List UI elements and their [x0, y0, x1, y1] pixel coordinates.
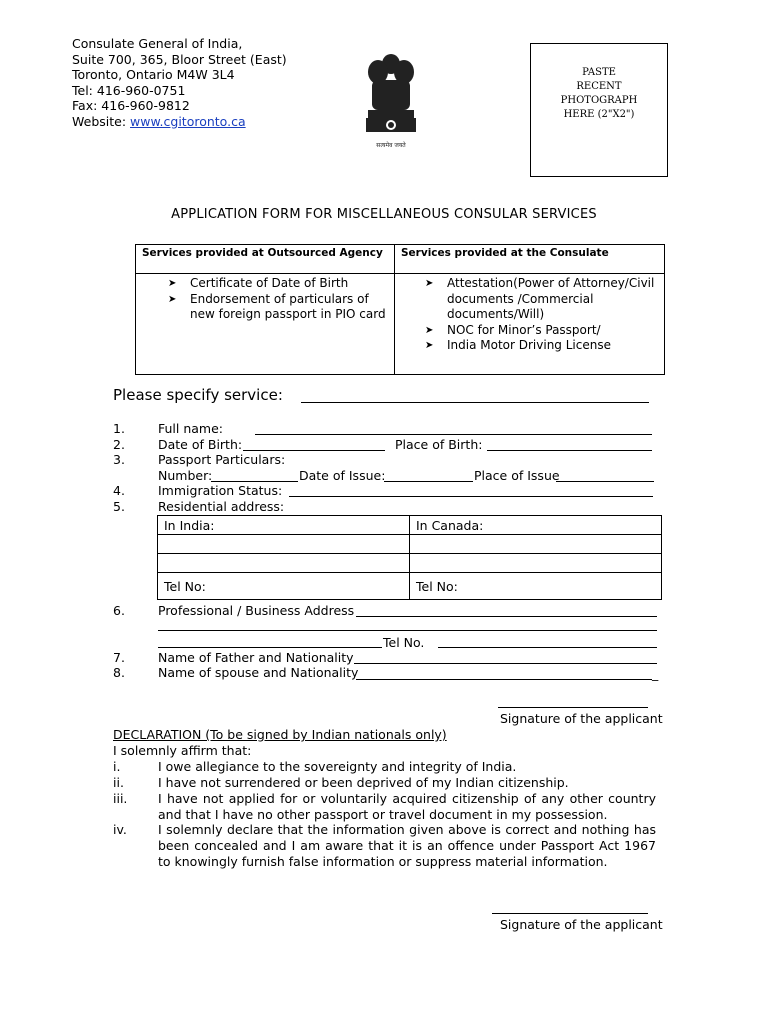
passport-label: Passport Particulars: [158, 452, 286, 467]
list-item: ➤ NOC for Minor’s Passport/ [447, 323, 660, 339]
dob-label: Date of Birth: [158, 437, 243, 452]
photo-box-text-1: PASTE [582, 67, 616, 78]
passport-number-label: Number: [158, 468, 213, 483]
list-item: ➤ Certificate of Date of Birth [190, 276, 390, 292]
item-number: 3. [113, 452, 125, 467]
business-address-field-3[interactable] [158, 647, 382, 648]
business-address-field-2[interactable] [158, 630, 657, 631]
item-number: 2. [113, 437, 125, 452]
services-table [135, 244, 665, 375]
tel-canada-cell[interactable]: Tel No: [410, 573, 662, 600]
address-cell[interactable] [410, 535, 662, 554]
declaration-number: iv. [113, 822, 127, 837]
declaration-number: iii. [113, 791, 128, 806]
emblem-of-india-icon [356, 50, 426, 150]
list-item: ➤ Attestation(Power of Attorney/Civil documents /Commercial documents/Will) [447, 276, 660, 323]
address-cell[interactable] [158, 554, 410, 573]
specify-service-field[interactable] [301, 402, 649, 403]
residential-address-table [157, 515, 662, 600]
address-line-2: Suite 700, 365, Bloor Street (East) [72, 51, 287, 67]
place-of-issue-field[interactable] [556, 481, 654, 482]
item-number: 8. [113, 665, 125, 680]
residential-label: Residential address: [158, 499, 285, 514]
date-of-issue-field[interactable] [384, 481, 473, 482]
list-item: ➤ Endorsement of particulars of new foreign passport in PIO card [190, 292, 390, 323]
address-cell[interactable] [410, 554, 662, 573]
photo-box-text-2: RECENT [576, 81, 622, 92]
tel-india-cell[interactable]: Tel No: [158, 573, 410, 600]
declaration-heading: DECLARATION (To be signed by Indian nationals only) [113, 727, 447, 742]
address-fax: Fax: 416-960-9812 [72, 98, 190, 113]
spouse-label: Name of spouse and Nationality [158, 665, 359, 680]
spouse-field-end: _ [652, 666, 659, 681]
father-label: Name of Father and Nationality [158, 650, 354, 665]
outsourced-services-cell [136, 274, 395, 375]
signature-line-1[interactable] [498, 707, 648, 708]
declaration-number: ii. [113, 775, 124, 790]
item-number: 5. [113, 499, 125, 514]
father-field[interactable] [354, 663, 657, 664]
place-of-issue-label: Place of Issue [474, 468, 560, 483]
item-number: 1. [113, 421, 125, 436]
item-number: 7. [113, 650, 125, 665]
address-tel: Tel: 416-960-0751 [72, 82, 186, 98]
passport-number-field[interactable] [211, 481, 298, 482]
address-website: Website: www.cgitoronto.ca [72, 113, 246, 129]
address-cell[interactable] [158, 535, 410, 554]
list-item: ➤ India Motor Driving License [447, 338, 660, 354]
item-number: 6. [113, 603, 125, 618]
pob-field[interactable] [487, 450, 652, 451]
business-address-label: Professional / Business Address [158, 603, 355, 618]
website-link[interactable]: www.cgitoronto.ca [130, 113, 246, 129]
item-number: 4. [113, 483, 125, 498]
immigration-field[interactable] [289, 496, 653, 497]
dob-field[interactable] [243, 450, 385, 451]
full-name-field[interactable] [255, 434, 652, 435]
declaration-item: I have not surrendered or been deprived of my Indian citizenship. [158, 775, 569, 790]
spouse-field[interactable] [356, 679, 652, 680]
in-canada-cell[interactable]: In Canada: [410, 516, 662, 535]
pob-label: Place of Birth: [395, 437, 483, 452]
full-name-label: Full name: [158, 421, 224, 436]
consulate-header: Services provided at the Consulate [395, 245, 665, 274]
immigration-label: Immigration Status: [158, 483, 283, 498]
outsourced-header: Services provided at Outsourced Agency [136, 245, 395, 274]
in-india-cell[interactable]: In India: [158, 516, 410, 535]
declaration-item: I solemnly declare that the information given above is correct and nothing has been concealed and I am aware that it is an offence under Passport Act 1967 to knowingly furnish false information or suppress material information. [158, 822, 656, 869]
specify-service-label: Please specify service: [113, 386, 283, 404]
signature-label-1: Signature of the applicant [500, 711, 663, 726]
declaration-affirm: I solemnly affirm that: [113, 743, 252, 758]
declaration-number: i. [113, 759, 121, 774]
signature-line-2[interactable] [492, 913, 648, 914]
business-tel-field[interactable] [438, 647, 657, 648]
photo-box-text-3: PHOTOGRAPH [560, 95, 638, 106]
emblem-motto: सत्यमेव जयते [376, 142, 406, 149]
address-line-3: Toronto, Ontario M4W 3L4 [72, 67, 235, 82]
date-of-issue-label: Date of Issue: [299, 468, 386, 483]
photo-box-text-4: HERE (2"X2") [563, 109, 635, 120]
declaration-item: I have not applied for or voluntarily acquired citizenship of any other country and that I have no other passport or travel document in my possession. [158, 791, 656, 822]
form-title: APPLICATION FORM FOR MISCELLANEOUS CONSULAR SERVICES [171, 207, 597, 222]
business-tel-label: Tel No. [383, 635, 425, 650]
declaration-item: I owe allegiance to the sovereignty and integrity of India. [158, 759, 517, 774]
consulate-address [72, 36, 287, 129]
signature-label-2: Signature of the applicant [500, 917, 663, 932]
business-address-field[interactable] [356, 616, 657, 617]
photograph-box [530, 43, 668, 177]
consulate-services-cell [395, 274, 665, 375]
address-line-1: Consulate General of India, [72, 36, 243, 51]
